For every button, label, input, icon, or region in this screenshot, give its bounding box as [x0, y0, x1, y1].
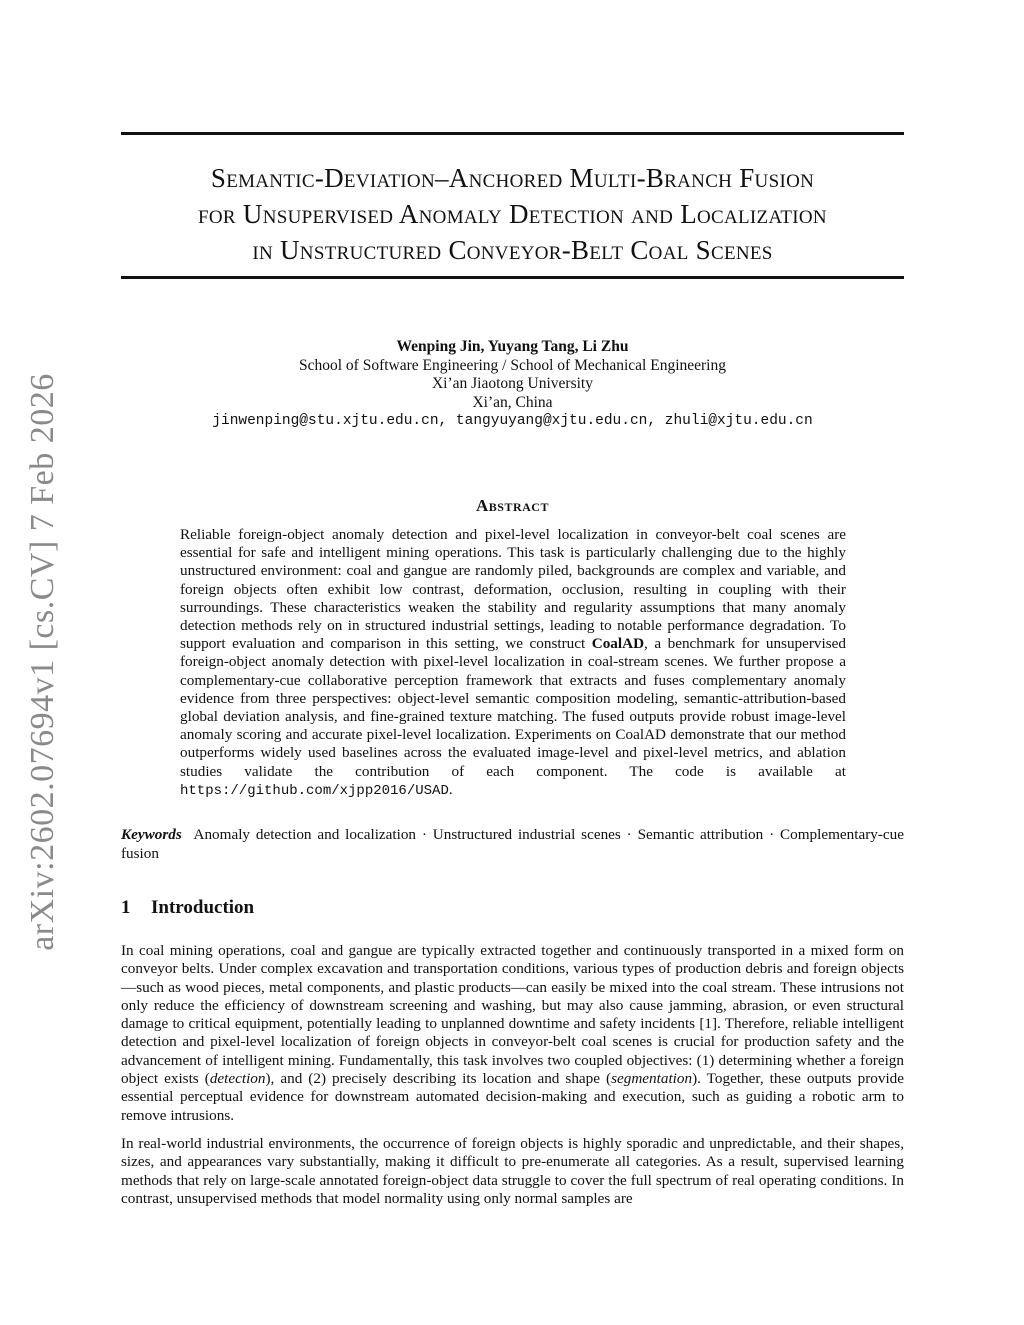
- abstract-part-2: , a benchmark for unsupervised foreign-object anomaly detection with pixel-level localization in coal-stream scenes. We further propose a complementary-cue collaborative perception framework that extracts and fuses complementary anomaly evidence from three perspectives: object-level semantic composition modeling, semantic-attribution-based global deviation analysis, and fine-grained texture matching. The fused outputs provide robust image-level anomaly scoring and accurate pixel-level localization. Experiments on CoalAD demonstrate that our method outperforms widely used baselines across the evaluated image-level and pixel-level metrics, and ablation studies validate the contribution of each component. The code is available at: [180, 635, 846, 780]
- title-line-2: for Unsupervised Anomaly Detection and Localization: [198, 199, 827, 229]
- benchmark-name: CoalAD: [591, 635, 645, 653]
- section-number: 1: [121, 897, 131, 918]
- abstract-end: .: [448, 780, 453, 798]
- intro-paragraph-2: In real-world industrial environments, the occurrence of foreign objects is highly sporadic and unpredictable, and their shapes, sizes, and appearances vary substantially, making it difficult to pre-enumerate all categories. As a result, supervised learning methods that rely on large-scale annotated foreign-object data struggle to cover the full spectrum of real operating conditions. In contrast, unsupervised methods that model normality using only normal samples are: [121, 1135, 904, 1207]
- intro-p1-segmentation: segmentation: [611, 1070, 693, 1088]
- author-block: [121, 338, 904, 431]
- paper-title: [121, 160, 904, 268]
- author-location: Xi’an, China: [472, 393, 553, 411]
- intro-p1-part-a: In coal mining operations, coal and gangue are typically extracted together and continuously transported in a mixed form on conveyor belts. Under complex excavation and transportation conditions, various types of production debris and foreign objects—such as wood pieces, metal components, and plastic products—can easily be mixed into the coal stream. These intrusions not only reduce the efficiency of downstream screening and washing, but may also cause jamming, abrasion, or even structural damage to critical equipment, potentially leading to unplanned downtime and safety incidents [1]. Therefore, reliable intelligent detection and pixel-level localization of foreign objects in conveyor-belt coal scenes is crucial for production safety and the advancement of intelligent mining. Fundamentally, this task involves two coupled objectives: (1) determining whether a foreign object exists (: [121, 942, 904, 1088]
- abstract-heading: Abstract: [476, 496, 549, 515]
- intro-paragraph-1: [121, 942, 904, 1125]
- keywords-text: Anomaly detection and localization · Unstructured industrial scenes · Semantic attribution · Complementary-cue fusion: [121, 826, 905, 862]
- arxiv-watermark: arXiv:2602.07694v1 [cs.CV] 7 Feb 2026: [24, 373, 61, 951]
- author-emails: jinwenping@stu.xjtu.edu.cn, tangyuyang@xjtu.edu.cn, zhuli@xjtu.edu.cn: [212, 413, 813, 429]
- keywords: [121, 826, 904, 863]
- keywords-label: Keywords: [121, 826, 182, 843]
- section-title: Introduction: [151, 897, 255, 918]
- author-affiliation: School of Software Engineering / School of Mechanical Engineering: [299, 356, 726, 374]
- intro-p1-detection: detection: [209, 1070, 266, 1088]
- intro-p1-part-b: ), and (2) precisely describing its location and shape (: [265, 1070, 612, 1088]
- title-rule-bottom: [121, 276, 904, 279]
- code-url-link[interactable]: https://github.com/xjpp2016/USAD: [180, 782, 449, 799]
- author-names: Wenping Jin, Yuyang Tang, Li Zhu: [396, 338, 629, 355]
- abstract-part-1: Reliable foreign-object anomaly detection and pixel-level localization in conveyor-belt coal scenes are essential for safe and intelligent mining operations. This task is particularly challenging due to the highly unstructured environment: coal and gangue are randomly piled, backgrounds are complex and variable, and foreign objects often exhibit low contrast, deformation, occlusion, resulting in coupling with their surroundings. These characteristics weaken the stability and regularity assumptions that many anomaly detection methods rely on in structured industrial settings, leading to notable performance degradation. To support evaluation and comparison in this setting, we construct: [180, 526, 846, 653]
- intro-p1-part-c: ). Together, these outputs provide essential perceptual evidence for downstream automated decision-making and execution, such as guiding a robotic arm to remove intrusions.: [121, 1070, 905, 1124]
- section-heading-introduction: [121, 897, 904, 919]
- title-line-3: in Unstructured Conveyor-Belt Coal Scenes: [252, 235, 773, 265]
- title-line-1: Semantic-Deviation–Anchored Multi-Branch Fusion: [210, 163, 815, 193]
- author-university: Xi’an Jiaotong University: [431, 375, 593, 392]
- title-rule-top: [121, 132, 904, 135]
- abstract-text: [180, 526, 846, 800]
